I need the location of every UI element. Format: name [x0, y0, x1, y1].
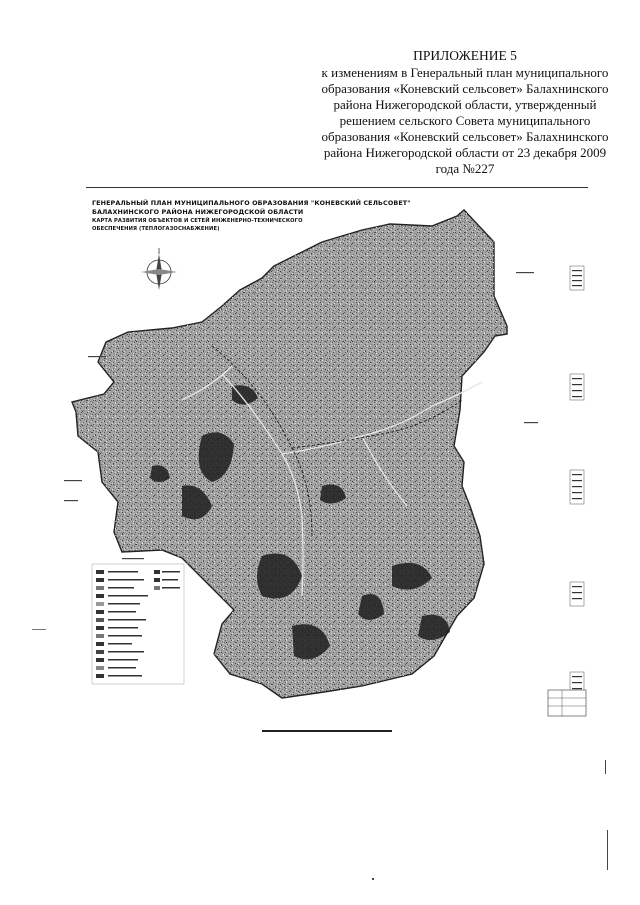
- map-legend: [92, 564, 184, 684]
- map-subtitle-line: КАРТА РАЗВИТИЯ ОБЪЕКТОВ И СЕТЕЙ ИНЖЕНЕРНО-ТЕХНИЧЕСКОГО: [92, 218, 303, 224]
- scan-artifact: [605, 760, 606, 774]
- map-title-line: БАЛАХНИНСКОГО РАЙОНА НИЖЕГОРОДСКОЙ ОБЛАСТИ: [92, 208, 304, 216]
- appendix-line: года №227: [435, 161, 495, 176]
- appendix-line: к изменениям в Генеральный план муниципального: [321, 65, 609, 80]
- appendix-line: района Нижегородской области от 23 декабря 2009: [323, 145, 607, 160]
- map-title-line: ГЕНЕРАЛЬНЫЙ ПЛАН МУНИЦИПАЛЬНОГО ОБРАЗОВАНИЯ "КОНЕВСКИЙ СЕЛЬСОВЕТ": [92, 199, 411, 207]
- side-legend-tables: [570, 266, 584, 704]
- appendix-line: решением сельского Совета муниципального: [339, 113, 591, 128]
- appendix-line: образования «Коневский сельсовет» Балахнинского: [321, 81, 609, 96]
- scan-artifact: [372, 878, 374, 880]
- scan-artifact: [607, 830, 608, 870]
- map-subtitle-line: ОБЕСПЕЧЕНИЯ (ТЕПЛОГАЗОСНАБЖЕНИЕ): [92, 226, 220, 232]
- appendix-title: ПРИЛОЖЕНИЕ 5: [413, 48, 517, 63]
- general-plan-map: [62, 186, 590, 726]
- appendix-line: района Нижегородской области, утвержденный: [333, 97, 597, 112]
- appendix-line: образования «Коневский сельсовет» Балахнинского: [321, 129, 609, 144]
- margin-mark: [32, 627, 46, 630]
- appendix-header: [300, 48, 630, 177]
- compass-rose-icon: [141, 248, 177, 290]
- map-bottom-rule: [262, 730, 392, 732]
- stamp-block: [548, 690, 586, 716]
